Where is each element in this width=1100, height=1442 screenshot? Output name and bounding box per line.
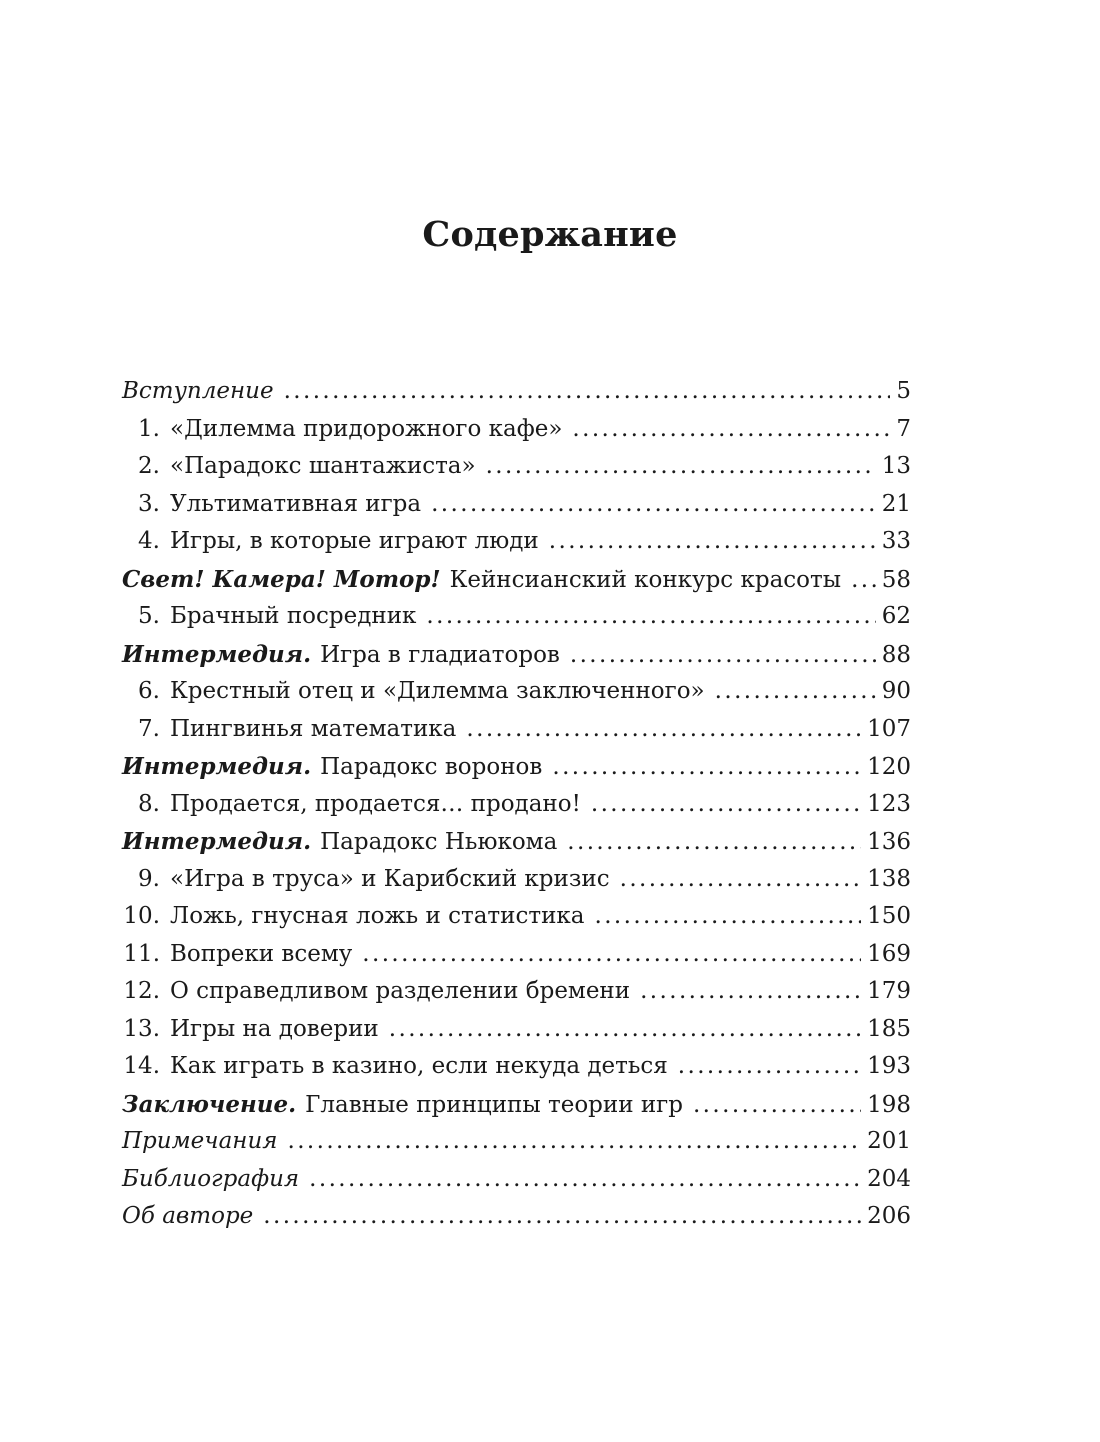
toc-entry-number: 13. <box>123 1015 160 1042</box>
dot-leader <box>389 1011 861 1049</box>
toc-entry[interactable] <box>122 1198 911 1236</box>
toc-entry-page-number: 7 <box>896 415 911 442</box>
toc-entry[interactable] <box>122 411 911 449</box>
dot-leader <box>362 936 861 974</box>
toc-entry-section-lead: Свет! Камера! Мотор! <box>122 565 441 593</box>
toc-entry-page-number: 58 <box>881 566 911 593</box>
dot-leader <box>570 637 876 675</box>
toc-entry-page-number: 107 <box>867 715 911 742</box>
toc-entry[interactable] <box>122 561 911 599</box>
toc-entry[interactable] <box>122 1048 911 1086</box>
toc-entry-title: Главные принципы теории игр <box>305 1091 683 1118</box>
toc-entry[interactable] <box>122 748 911 786</box>
toc-entry-number: 5. <box>138 603 160 629</box>
toc-entry-title: Ультимативная игра <box>170 490 422 517</box>
toc-entry[interactable] <box>122 786 911 824</box>
toc-entry-title: О справедливом разделении бремени <box>170 978 631 1004</box>
toc-entry[interactable] <box>122 823 911 861</box>
toc-entry-title: Парадокс воронов <box>320 754 543 780</box>
dot-leader <box>572 411 890 449</box>
dot-leader <box>594 898 861 936</box>
toc-entry[interactable] <box>122 936 911 974</box>
toc-entry-number: 4. <box>138 528 160 554</box>
toc-entry-page-number: 138 <box>867 865 911 892</box>
toc-entry-title: Продается, продается… продано! <box>170 790 581 817</box>
toc-entry-title: «Игра в труса» и Карибский кризис <box>170 865 610 892</box>
toc-entry-title: Ложь, гнусная ложь и статистика <box>170 903 585 929</box>
toc-entry-page-number: 90 <box>881 678 911 704</box>
toc-entry[interactable] <box>122 898 911 936</box>
toc-entry[interactable] <box>122 1161 911 1199</box>
toc-entry-number: 8. <box>138 790 160 817</box>
toc-entry[interactable] <box>122 523 911 561</box>
toc-entry-number: 6. <box>138 678 160 704</box>
toc-entry-page-number: 179 <box>867 978 911 1004</box>
toc-entry-page-number: 150 <box>867 903 911 929</box>
dot-leader <box>567 824 861 862</box>
toc-entry[interactable] <box>122 973 911 1011</box>
toc-entry-title: Библиография <box>122 1165 300 1192</box>
toc-entry-title: Пингвинья математика <box>170 715 457 742</box>
toc-entry[interactable] <box>122 373 911 411</box>
toc-entry-title: Примечания <box>122 1128 278 1154</box>
dot-leader <box>715 673 876 711</box>
toc-entry-title: Об авторе <box>122 1203 254 1229</box>
dot-leader <box>426 598 875 636</box>
toc-entry[interactable] <box>122 448 911 486</box>
dot-leader <box>309 1161 861 1199</box>
toc-entry-title: Игры на доверии <box>170 1015 379 1042</box>
dot-leader <box>591 786 861 824</box>
page-title: Содержание <box>422 214 678 255</box>
toc-entry-number: 14. <box>123 1053 160 1079</box>
toc-entry[interactable] <box>122 486 911 524</box>
toc-entry-title: Игры, в которые играют люди <box>170 528 539 554</box>
toc-entry-page-number: 193 <box>867 1053 911 1079</box>
toc-entry-page-number: 201 <box>867 1128 911 1154</box>
dot-leader <box>640 973 861 1011</box>
toc-entry[interactable] <box>122 1123 911 1161</box>
toc-entry-number: 2. <box>138 453 160 479</box>
dot-leader <box>466 711 861 749</box>
toc-entry-title: Крестный отец и «Дилемма заключенного» <box>170 678 705 704</box>
toc-entry[interactable] <box>122 636 911 674</box>
toc-entry-number: 3. <box>138 490 160 517</box>
toc-entry[interactable] <box>122 1011 911 1049</box>
dot-leader <box>284 373 891 411</box>
toc-entry-section-lead: Интермедия. <box>122 828 312 855</box>
toc-entry-number: 1. <box>138 415 160 442</box>
toc-entry[interactable] <box>122 598 911 636</box>
table-of-contents <box>122 373 911 1236</box>
dot-leader <box>288 1123 862 1161</box>
toc-entry[interactable] <box>122 673 911 711</box>
toc-entry-page-number: 204 <box>867 1165 911 1192</box>
toc-entry-number: 9. <box>138 865 160 892</box>
toc-entry-page-number: 169 <box>867 940 911 967</box>
dot-leader <box>693 1087 861 1125</box>
toc-entry-number: 11. <box>123 940 160 967</box>
toc-entry-number: 12. <box>123 978 160 1004</box>
dot-leader <box>678 1048 861 1086</box>
toc-entry-title: Кейнсианский конкурс красоты <box>449 566 842 593</box>
toc-entry-title: Вступление <box>122 378 274 404</box>
toc-entry-title: «Дилемма придорожного кафе» <box>170 415 563 442</box>
dot-leader <box>263 1198 861 1236</box>
toc-entry-page-number: 33 <box>881 528 911 554</box>
dot-leader <box>549 523 876 561</box>
toc-entry[interactable] <box>122 1086 911 1124</box>
toc-entry-number: 10. <box>123 903 160 929</box>
toc-entry-page-number: 198 <box>867 1091 911 1118</box>
toc-entry-section-lead: Интермедия. <box>122 640 312 668</box>
toc-entry-page-number: 185 <box>867 1015 911 1042</box>
toc-entry-page-number: 62 <box>881 603 911 629</box>
toc-entry-page-number: 123 <box>867 790 911 817</box>
dot-leader <box>431 486 876 524</box>
toc-entry-page-number: 13 <box>881 453 911 479</box>
toc-entry-title: Брачный посредник <box>170 603 417 629</box>
toc-entry-section-lead: Интермедия. <box>122 753 312 780</box>
dot-leader <box>620 861 861 899</box>
dot-leader <box>486 448 876 486</box>
toc-entry-page-number: 21 <box>881 490 911 517</box>
toc-entry-page-number: 136 <box>867 829 911 855</box>
toc-entry-page-number: 206 <box>867 1203 911 1229</box>
toc-entry-section-lead: Заключение. <box>122 1090 297 1118</box>
dot-leader <box>851 562 876 600</box>
toc-entry-title: Игра в гладиаторов <box>320 641 560 668</box>
toc-entry-number: 7. <box>138 715 160 742</box>
toc-entry-title: Как играть в казино, если некуда деться <box>170 1053 668 1079</box>
dot-leader <box>552 749 861 787</box>
toc-entry-title: «Парадокс шантажиста» <box>170 453 476 479</box>
toc-entry-title: Парадокс Ньюкома <box>320 829 558 855</box>
toc-entry-page-number: 5 <box>896 378 911 404</box>
toc-entry[interactable] <box>122 711 911 749</box>
toc-entry[interactable] <box>122 861 911 899</box>
toc-entry-title: Вопреки всему <box>170 940 353 967</box>
toc-entry-page-number: 120 <box>867 754 911 780</box>
toc-entry-page-number: 88 <box>881 641 911 668</box>
